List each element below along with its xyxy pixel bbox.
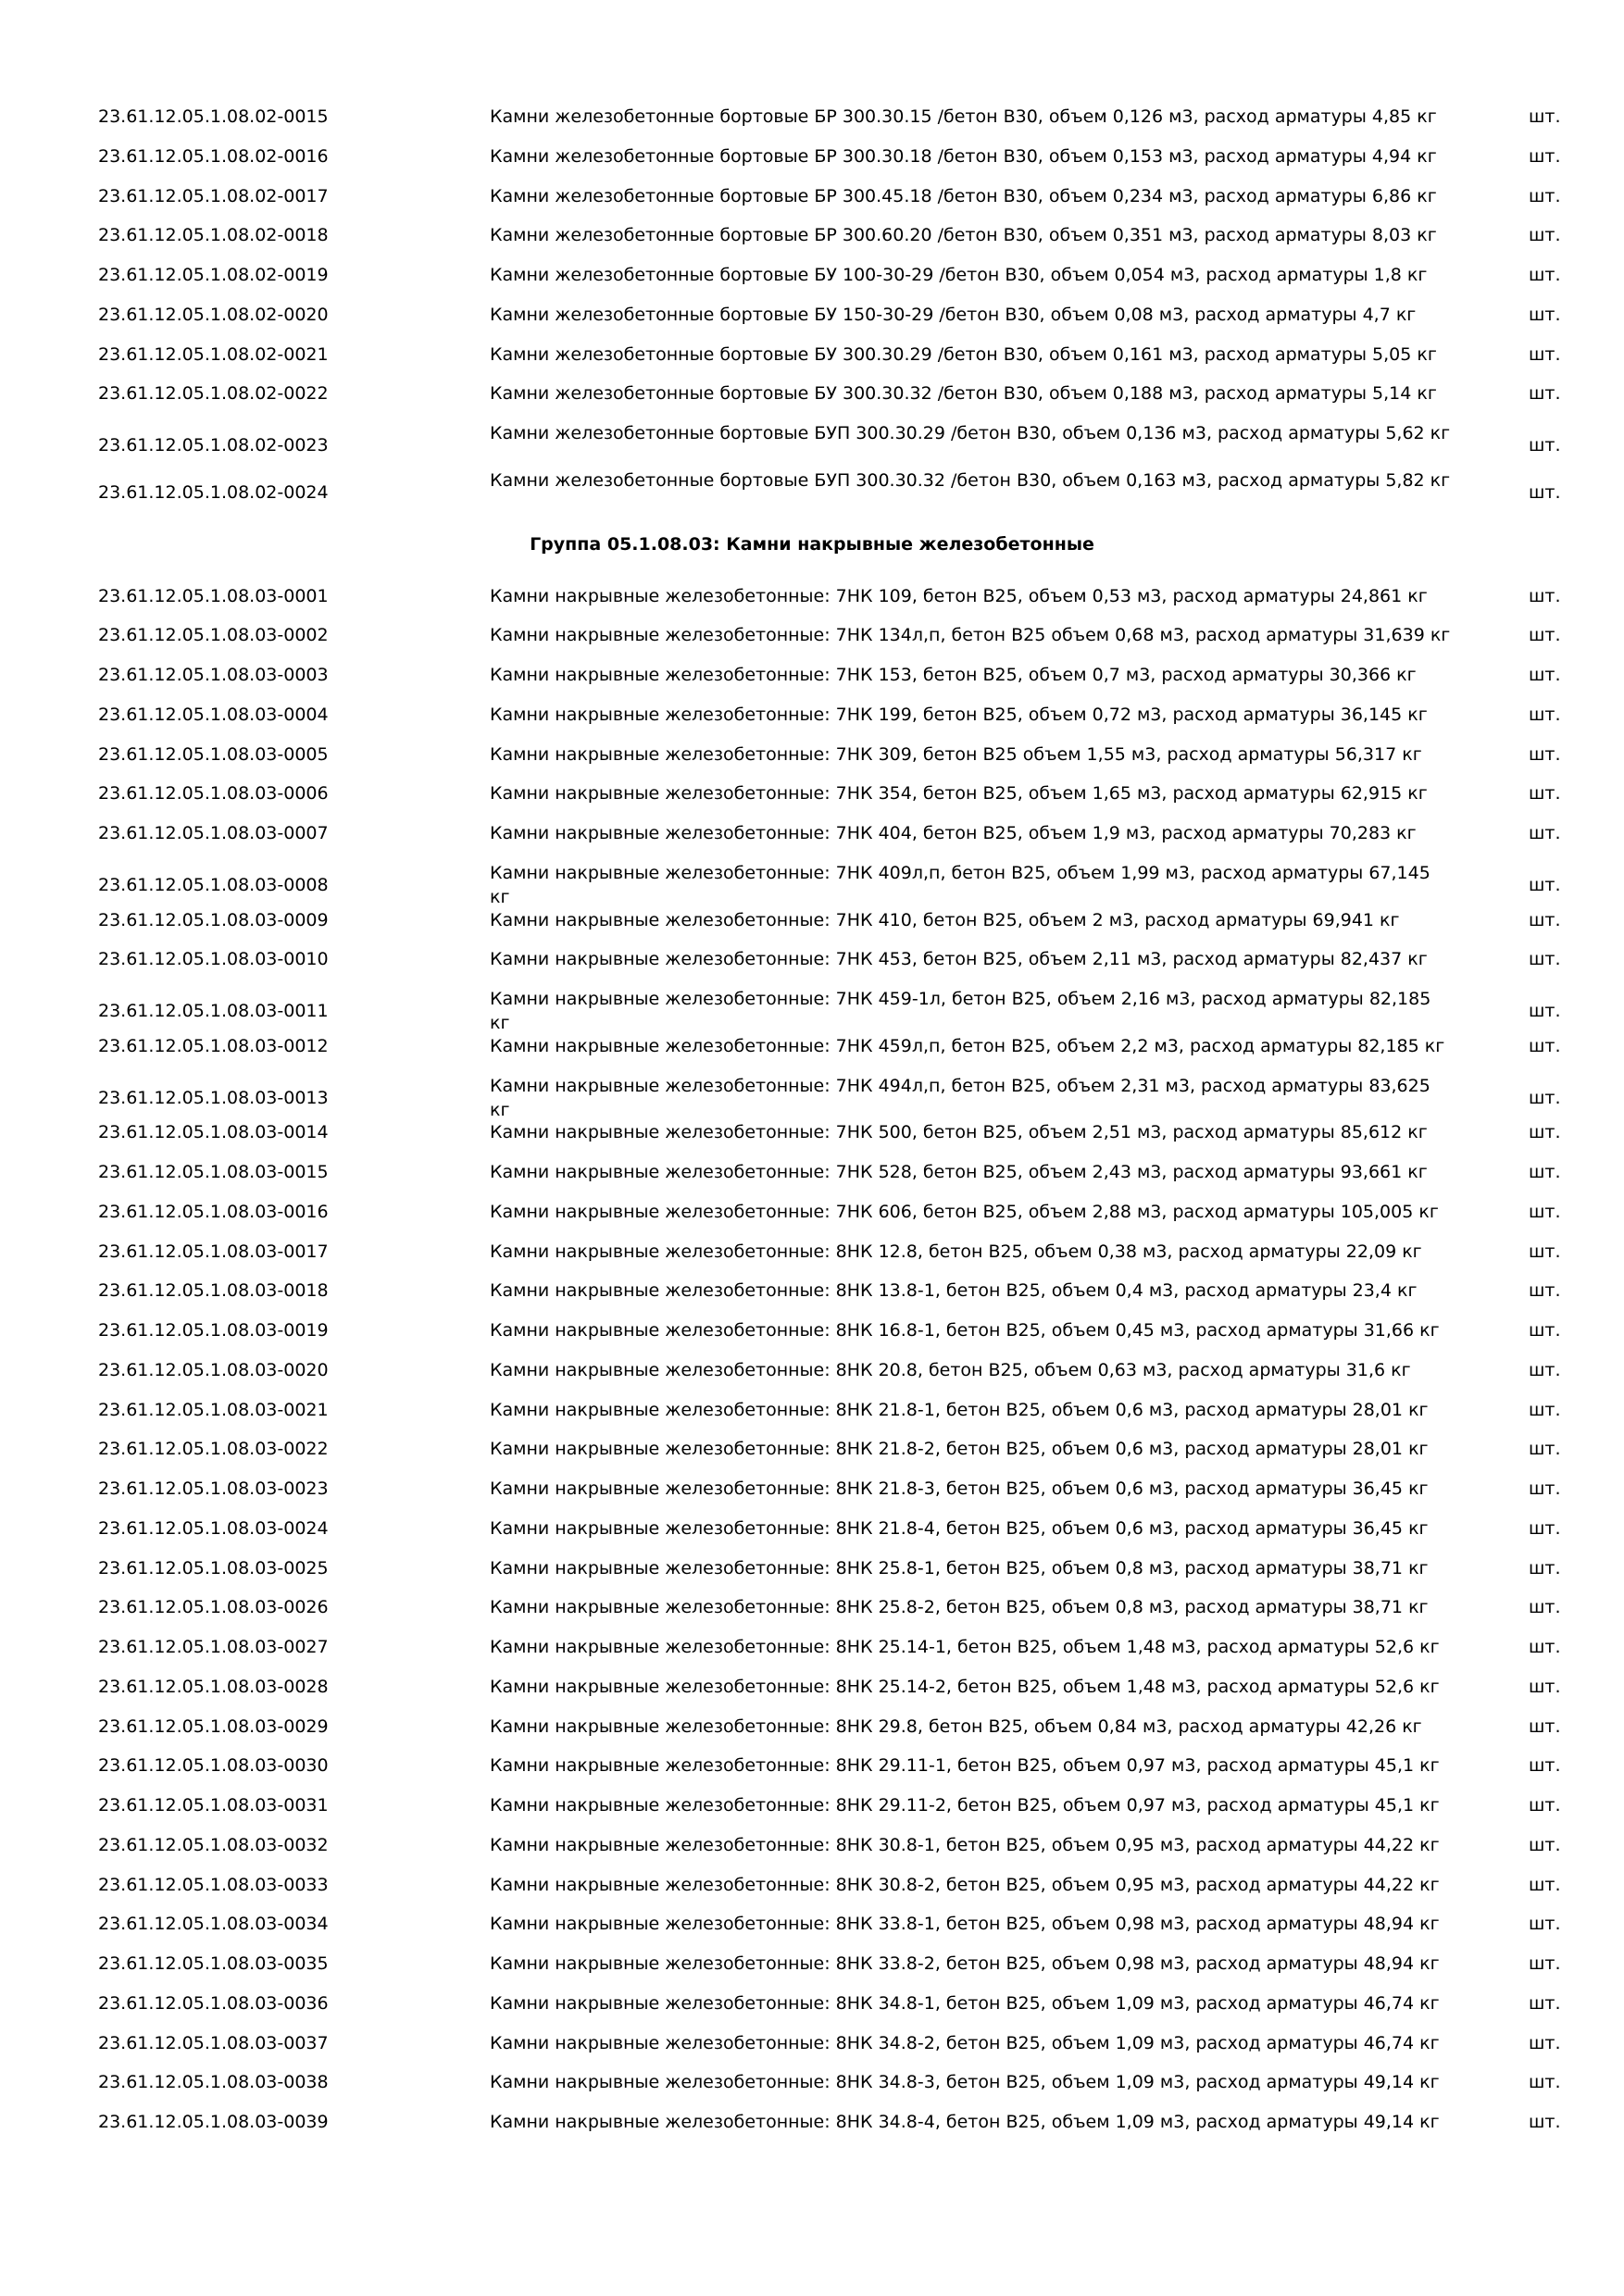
item-description: Камни накрывные железобетонные: 8НК 25.14-2, бетон В25, объем 1,48 м3, расход арматуры 52,6 кг bbox=[490, 1676, 1440, 1697]
item-description: Камни накрывные железобетонные: 8НК 33.8-2, бетон В25, объем 0,98 м3, расход арматуры 48,94 кг bbox=[490, 1953, 1440, 1974]
item-unit: шт. bbox=[1529, 1834, 1561, 1855]
table-row bbox=[0, 1398, 1624, 1422]
item-unit: шт. bbox=[1529, 783, 1561, 805]
item-description: Камни накрывные железобетонные: 7НК 404, бетон В25, объем 1,9 м3, расход арматуры 70,283 кг bbox=[490, 823, 1417, 843]
item-code: 23.61.12.05.1.08.03-0015 bbox=[98, 1162, 329, 1182]
item-unit: шт. bbox=[1529, 1755, 1561, 1777]
item-code: 23.61.12.05.1.08.02-0015 bbox=[98, 106, 329, 127]
table-row bbox=[0, 1358, 1624, 1382]
item-description: Камни накрывные железобетонные: 8НК 21.8-2, бетон В25, объем 0,6 м3, расход арматуры 28,01 кг bbox=[490, 1439, 1429, 1460]
table-row bbox=[0, 861, 1624, 909]
item-description: Камни накрывные железобетонные: 8НК 29.8, бетон В25, объем 0,84 м3, расход арматуры 42,26 кг bbox=[490, 1716, 1422, 1737]
item-code: 23.61.12.05.1.08.03-0025 bbox=[98, 1557, 329, 1578]
item-description: Камни накрывные железобетонные: 7НК 494л,п, бетон В25, объем 2,31 м3, расход арматуры 83,625 кг bbox=[490, 1075, 1430, 1120]
item-code: 23.61.12.05.1.08.03-0008 bbox=[98, 874, 329, 895]
item-description: Камни накрывные железобетонные: 7НК 409л,п, бетон В25, объем 1,99 м3, расход арматуры 67,145 кг bbox=[490, 862, 1430, 907]
item-unit: шт. bbox=[1529, 1439, 1561, 1460]
table-row bbox=[0, 1279, 1624, 1303]
table-row bbox=[0, 1952, 1624, 1976]
item-description: Камни накрывные железобетонные: 7НК 528, бетон В25, объем 2,43 м3, расход арматуры 93,661 кг bbox=[490, 1162, 1428, 1182]
item-description: Камни железобетонные бортовые БР 300.45.18 /бетон В30, объем 0,234 м3, расход арматуры 6,86 кг bbox=[490, 185, 1437, 206]
table-row bbox=[0, 468, 1624, 517]
item-code: 23.61.12.05.1.08.02-0017 bbox=[98, 185, 329, 206]
table-row bbox=[0, 1240, 1624, 1264]
table-row bbox=[0, 263, 1624, 287]
item-description: Камни накрывные железобетонные: 8НК 21.8-3, бетон В25, объем 0,6 м3, расход арматуры 36,45 кг bbox=[490, 1479, 1429, 1499]
item-code: 23.61.12.05.1.08.02-0019 bbox=[98, 265, 329, 285]
item-description: Камни железобетонные бортовые БР 300.30.15 /бетон В30, объем 0,126 м3, расход арматуры 4,85 кг bbox=[490, 106, 1437, 127]
item-code: 23.61.12.05.1.08.03-0036 bbox=[98, 1992, 329, 2014]
table-row bbox=[0, 1635, 1624, 1659]
table-row bbox=[0, 1437, 1624, 1461]
table-row bbox=[0, 1715, 1624, 1739]
item-code: 23.61.12.05.1.08.03-0031 bbox=[98, 1795, 329, 1816]
item-description: Камни накрывные железобетонные: 7НК 109, бетон В25, объем 0,53 м3, расход арматуры 24,861 кг bbox=[490, 585, 1428, 606]
table-row bbox=[0, 1477, 1624, 1501]
item-unit: шт. bbox=[1529, 2112, 1561, 2132]
item-description: Камни накрывные железобетонные: 8НК 33.8-1, бетон В25, объем 0,98 м3, расход арматуры 48,94 кг bbox=[490, 1914, 1440, 1935]
item-unit: шт. bbox=[1529, 1716, 1561, 1737]
table-row bbox=[0, 703, 1624, 727]
item-unit: шт. bbox=[1529, 383, 1561, 405]
table-row bbox=[0, 663, 1624, 687]
table-row bbox=[0, 2070, 1624, 2094]
item-description: Камни накрывные железобетонные: 8НК 34.8-4, бетон В25, объем 1,09 м3, расход арматуры 49,14 кг bbox=[490, 2112, 1440, 2132]
table-row bbox=[0, 105, 1624, 129]
item-description: Камни накрывные железобетонные: 8НК 34.8-1, бетон В25, объем 1,09 м3, расход арматуры 46,74 кг bbox=[490, 1992, 1440, 2014]
item-code: 23.61.12.05.1.08.03-0030 bbox=[98, 1755, 329, 1777]
table-row bbox=[0, 987, 1624, 1035]
item-unit: шт. bbox=[1529, 665, 1561, 685]
item-unit: шт. bbox=[1529, 1517, 1561, 1539]
table-row bbox=[0, 1120, 1624, 1144]
item-description: Камни накрывные железобетонные: 7НК 459л,п, бетон В25, объем 2,2 м3, расход арматуры 82,185 кг bbox=[490, 1035, 1445, 1056]
item-code: 23.61.12.05.1.08.03-0039 bbox=[98, 2112, 329, 2132]
item-code: 23.61.12.05.1.08.03-0032 bbox=[98, 1834, 329, 1855]
item-description: Камни железобетонные бортовые БР 300.60.20 /бетон В30, объем 0,351 м3, расход арматуры 8,03 кг bbox=[490, 225, 1437, 246]
item-description: Камни накрывные железобетонные: 7НК 606, бетон В25, объем 2,88 м3, расход арматуры 105,005 кг bbox=[490, 1201, 1439, 1222]
item-code: 23.61.12.05.1.08.02-0020 bbox=[98, 304, 329, 325]
item-unit: шт. bbox=[1529, 2032, 1561, 2053]
item-unit: шт. bbox=[1529, 1201, 1561, 1222]
table-row bbox=[0, 1074, 1624, 1122]
item-code: 23.61.12.05.1.08.02-0023 bbox=[98, 435, 329, 455]
item-code: 23.61.12.05.1.08.03-0029 bbox=[98, 1716, 329, 1737]
table-row bbox=[0, 343, 1624, 367]
table-row bbox=[0, 1034, 1624, 1058]
item-description: Камни накрывные железобетонные: 7НК 309, бетон В25 объем 1,55 м3, расход арматуры 56,317 кг bbox=[490, 743, 1422, 765]
item-unit: шт. bbox=[1529, 265, 1561, 285]
item-unit: шт. bbox=[1529, 1087, 1561, 1108]
item-code: 23.61.12.05.1.08.02-0016 bbox=[98, 145, 329, 167]
item-description: Камни накрывные железобетонные: 7НК 354, бетон В25, объем 1,65 м3, расход арматуры 62,915 кг bbox=[490, 783, 1428, 805]
item-unit: шт. bbox=[1529, 704, 1561, 725]
item-unit: шт. bbox=[1529, 1320, 1561, 1341]
item-description: Камни накрывные железобетонные: 8НК 20.8, бетон В25, объем 0,63 м3, расход арматуры 31,6 кг bbox=[490, 1359, 1411, 1380]
item-code: 23.61.12.05.1.08.03-0009 bbox=[98, 909, 329, 930]
item-code: 23.61.12.05.1.08.02-0021 bbox=[98, 343, 329, 365]
item-unit: шт. bbox=[1529, 145, 1561, 167]
item-code: 23.61.12.05.1.08.03-0026 bbox=[98, 1597, 329, 1618]
table-row bbox=[0, 381, 1624, 406]
item-description: Камни накрывные железобетонные: 8НК 16.8-1, бетон В25, объем 0,45 м3, расход арматуры 31,66 кг bbox=[490, 1320, 1440, 1341]
item-unit: шт. bbox=[1529, 1280, 1561, 1302]
item-unit: шт. bbox=[1529, 481, 1561, 503]
table-row bbox=[0, 1556, 1624, 1580]
table-row bbox=[0, 184, 1624, 208]
item-unit: шт. bbox=[1529, 1122, 1561, 1143]
group-title: Группа 05.1.08.03: Камни накрывные железобетонные bbox=[530, 533, 1094, 555]
item-unit: шт. bbox=[1529, 1992, 1561, 2014]
item-unit: шт. bbox=[1529, 1795, 1561, 1816]
item-unit: шт. bbox=[1529, 1001, 1561, 1021]
item-code: 23.61.12.05.1.08.03-0006 bbox=[98, 783, 329, 805]
table-row bbox=[0, 421, 1624, 469]
item-code: 23.61.12.05.1.08.03-0037 bbox=[98, 2032, 329, 2053]
table-row bbox=[0, 223, 1624, 247]
item-code: 23.61.12.05.1.08.02-0018 bbox=[98, 225, 329, 246]
item-description: Камни накрывные железобетонные: 7НК 410, бетон В25, объем 2 м3, расход арматуры 69,941 кг bbox=[490, 909, 1400, 930]
item-description: Камни железобетонные бортовые БУ 150-30-29 /бетон В30, объем 0,08 м3, расход арматуры 4,7 кг bbox=[490, 304, 1417, 325]
item-description: Камни накрывные железобетонные: 8НК 25.8-1, бетон В25, объем 0,8 м3, расход арматуры 38,71 кг bbox=[490, 1557, 1429, 1578]
table-row bbox=[0, 1873, 1624, 1897]
item-description: Камни накрывные железобетонные: 8НК 25.8-2, бетон В25, объем 0,8 м3, расход арматуры 38,71 кг bbox=[490, 1597, 1429, 1618]
table-row bbox=[0, 623, 1624, 647]
item-code: 23.61.12.05.1.08.03-0034 bbox=[98, 1914, 329, 1935]
item-description: Камни железобетонные бортовые БР 300.30.18 /бетон В30, объем 0,153 м3, расход арматуры 4,94 кг bbox=[490, 145, 1437, 167]
item-description: Камни железобетонные бортовые БУ 100-30-29 /бетон В30, объем 0,054 м3, расход арматуры 1,8 кг bbox=[490, 265, 1428, 285]
item-unit: шт. bbox=[1529, 585, 1561, 606]
item-unit: шт. bbox=[1529, 2072, 1561, 2093]
item-code: 23.61.12.05.1.08.03-0004 bbox=[98, 704, 329, 725]
item-description: Камни накрывные железобетонные: 7НК 459-1л, бетон В25, объем 2,16 м3, расход арматуры 82,185 кг bbox=[490, 989, 1431, 1033]
item-unit: шт. bbox=[1529, 823, 1561, 843]
table-row bbox=[0, 1160, 1624, 1184]
item-unit: шт. bbox=[1529, 225, 1561, 246]
item-code: 23.61.12.05.1.08.03-0019 bbox=[98, 1320, 329, 1341]
table-row bbox=[0, 821, 1624, 845]
table-row bbox=[0, 1595, 1624, 1619]
item-code: 23.61.12.05.1.08.03-0022 bbox=[98, 1439, 329, 1460]
item-code: 23.61.12.05.1.08.02-0022 bbox=[98, 383, 329, 405]
item-unit: шт. bbox=[1529, 1241, 1561, 1262]
item-description: Камни железобетонные бортовые БУ 300.30.29 /бетон В30, объем 0,161 м3, расход арматуры 5,05 кг bbox=[490, 343, 1437, 365]
item-description: Камни железобетонные бортовые БУП 300.30.29 /бетон В30, объем 0,136 м3, расход арматуры 5,62 кг bbox=[490, 423, 1451, 443]
table-row bbox=[0, 1753, 1624, 1778]
item-description: Камни накрывные железобетонные: 8НК 29.11-2, бетон В25, объем 0,97 м3, расход арматуры 45,1 кг bbox=[490, 1795, 1440, 1816]
item-code: 23.61.12.05.1.08.03-0038 bbox=[98, 2072, 329, 2093]
table-row bbox=[0, 1318, 1624, 1342]
item-description: Камни накрывные железобетонные: 7НК 134л,п, бетон В25 объем 0,68 м3, расход арматуры 31,639 кг bbox=[490, 625, 1451, 646]
table-row bbox=[0, 584, 1624, 608]
item-description: Камни накрывные железобетонные: 7НК 199, бетон В25, объем 0,72 м3, расход арматуры 36,145 кг bbox=[490, 704, 1428, 725]
table-row bbox=[0, 1912, 1624, 1936]
item-unit: шт. bbox=[1529, 909, 1561, 930]
item-unit: шт. bbox=[1529, 625, 1561, 646]
item-unit: шт. bbox=[1529, 106, 1561, 127]
table-row bbox=[0, 144, 1624, 168]
table-row bbox=[0, 1675, 1624, 1699]
item-description: Камни накрывные железобетонные: 8НК 13.8-1, бетон В25, объем 0,4 м3, расход арматуры 23,4 кг bbox=[490, 1280, 1418, 1302]
table-row bbox=[0, 303, 1624, 327]
item-description: Камни накрывные железобетонные: 8НК 30.8-2, бетон В25, объем 0,95 м3, расход арматуры 44,22 кг bbox=[490, 1874, 1440, 1895]
item-unit: шт. bbox=[1529, 435, 1561, 455]
item-description: Камни накрывные железобетонные: 8НК 34.8-2, бетон В25, объем 1,09 м3, расход арматуры 46,74 кг bbox=[490, 2032, 1440, 2053]
item-code: 23.61.12.05.1.08.03-0002 bbox=[98, 625, 329, 646]
item-unit: шт. bbox=[1529, 1676, 1561, 1697]
item-code: 23.61.12.05.1.08.03-0014 bbox=[98, 1122, 329, 1143]
item-description: Камни накрывные железобетонные: 8НК 30.8-1, бетон В25, объем 0,95 м3, расход арматуры 44,22 кг bbox=[490, 1834, 1440, 1855]
table-row bbox=[0, 1516, 1624, 1541]
item-code: 23.61.12.05.1.08.03-0005 bbox=[98, 743, 329, 765]
item-code: 23.61.12.05.1.08.03-0001 bbox=[98, 585, 329, 606]
table-row bbox=[0, 1200, 1624, 1224]
item-unit: шт. bbox=[1529, 1557, 1561, 1578]
table-row bbox=[0, 781, 1624, 805]
item-unit: шт. bbox=[1529, 1953, 1561, 1974]
item-unit: шт. bbox=[1529, 1874, 1561, 1895]
item-code: 23.61.12.05.1.08.03-0021 bbox=[98, 1399, 329, 1420]
item-unit: шт. bbox=[1529, 304, 1561, 325]
item-code: 23.61.12.05.1.08.03-0033 bbox=[98, 1874, 329, 1895]
item-unit: шт. bbox=[1529, 1637, 1561, 1657]
item-unit: шт. bbox=[1529, 1399, 1561, 1420]
item-code: 23.61.12.05.1.08.03-0023 bbox=[98, 1479, 329, 1499]
item-unit: шт. bbox=[1529, 949, 1561, 970]
item-unit: шт. bbox=[1529, 1479, 1561, 1499]
table-row bbox=[0, 1991, 1624, 2015]
item-code: 23.61.12.05.1.08.03-0003 bbox=[98, 665, 329, 685]
item-code: 23.61.12.05.1.08.03-0035 bbox=[98, 1953, 329, 1974]
item-code: 23.61.12.05.1.08.03-0027 bbox=[98, 1637, 329, 1657]
item-unit: шт. bbox=[1529, 874, 1561, 895]
item-description: Камни накрывные железобетонные: 8НК 21.8-4, бетон В25, объем 0,6 м3, расход арматуры 36,45 кг bbox=[490, 1517, 1429, 1539]
item-unit: шт. bbox=[1529, 343, 1561, 365]
item-code: 23.61.12.05.1.08.03-0013 bbox=[98, 1087, 329, 1108]
item-code: 23.61.12.05.1.08.03-0011 bbox=[98, 1001, 329, 1021]
table-row bbox=[0, 742, 1624, 767]
item-code: 23.61.12.05.1.08.03-0020 bbox=[98, 1359, 329, 1380]
item-code: 23.61.12.05.1.08.03-0028 bbox=[98, 1676, 329, 1697]
table-row bbox=[0, 2110, 1624, 2134]
item-code: 23.61.12.05.1.08.03-0012 bbox=[98, 1035, 329, 1056]
item-code: 23.61.12.05.1.08.03-0007 bbox=[98, 823, 329, 843]
item-unit: шт. bbox=[1529, 743, 1561, 765]
item-code: 23.61.12.05.1.08.03-0010 bbox=[98, 949, 329, 970]
item-code: 23.61.12.05.1.08.03-0024 bbox=[98, 1517, 329, 1539]
item-unit: шт. bbox=[1529, 1035, 1561, 1056]
item-description: Камни железобетонные бортовые БУП 300.30.32 /бетон В30, объем 0,163 м3, расход арматуры 5,82 кг bbox=[490, 469, 1451, 491]
table-row bbox=[0, 1793, 1624, 1817]
item-description: Камни накрывные железобетонные: 8НК 12.8, бетон В25, объем 0,38 м3, расход арматуры 22,09 кг bbox=[490, 1241, 1422, 1262]
item-unit: шт. bbox=[1529, 1162, 1561, 1182]
item-description: Камни накрывные железобетонные: 7НК 453, бетон В25, объем 2,11 м3, расход арматуры 82,437 кг bbox=[490, 949, 1428, 970]
item-unit: шт. bbox=[1529, 1359, 1561, 1380]
item-code: 23.61.12.05.1.08.03-0018 bbox=[98, 1280, 329, 1302]
table-row bbox=[0, 908, 1624, 932]
table-row bbox=[0, 2031, 1624, 2055]
table-row bbox=[0, 947, 1624, 971]
item-code: 23.61.12.05.1.08.03-0017 bbox=[98, 1241, 329, 1262]
item-description: Камни накрывные железобетонные: 8НК 34.8-3, бетон В25, объем 1,09 м3, расход арматуры 49,14 кг bbox=[490, 2072, 1440, 2093]
item-unit: шт. bbox=[1529, 1597, 1561, 1618]
item-unit: шт. bbox=[1529, 185, 1561, 206]
item-description: Камни накрывные железобетонные: 8НК 25.14-1, бетон В25, объем 1,48 м3, расход арматуры 52,6 кг bbox=[490, 1637, 1440, 1657]
item-description: Камни накрывные железобетонные: 8НК 21.8-1, бетон В25, объем 0,6 м3, расход арматуры 28,01 кг bbox=[490, 1399, 1429, 1420]
table-row bbox=[0, 1833, 1624, 1857]
item-description: Камни накрывные железобетонные: 8НК 29.11-1, бетон В25, объем 0,97 м3, расход арматуры 45,1 кг bbox=[490, 1755, 1440, 1777]
item-code: 23.61.12.05.1.08.03-0016 bbox=[98, 1201, 329, 1222]
item-unit: шт. bbox=[1529, 1914, 1561, 1935]
item-description: Камни накрывные железобетонные: 7НК 500, бетон В25, объем 2,51 м3, расход арматуры 85,612 кг bbox=[490, 1122, 1428, 1143]
item-code: 23.61.12.05.1.08.02-0024 bbox=[98, 481, 329, 503]
item-description: Камни накрывные железобетонные: 7НК 153, бетон В25, объем 0,7 м3, расход арматуры 30,366 кг bbox=[490, 665, 1417, 685]
item-description: Камни железобетонные бортовые БУ 300.30.32 /бетон В30, объем 0,188 м3, расход арматуры 5,14 кг bbox=[490, 383, 1437, 405]
